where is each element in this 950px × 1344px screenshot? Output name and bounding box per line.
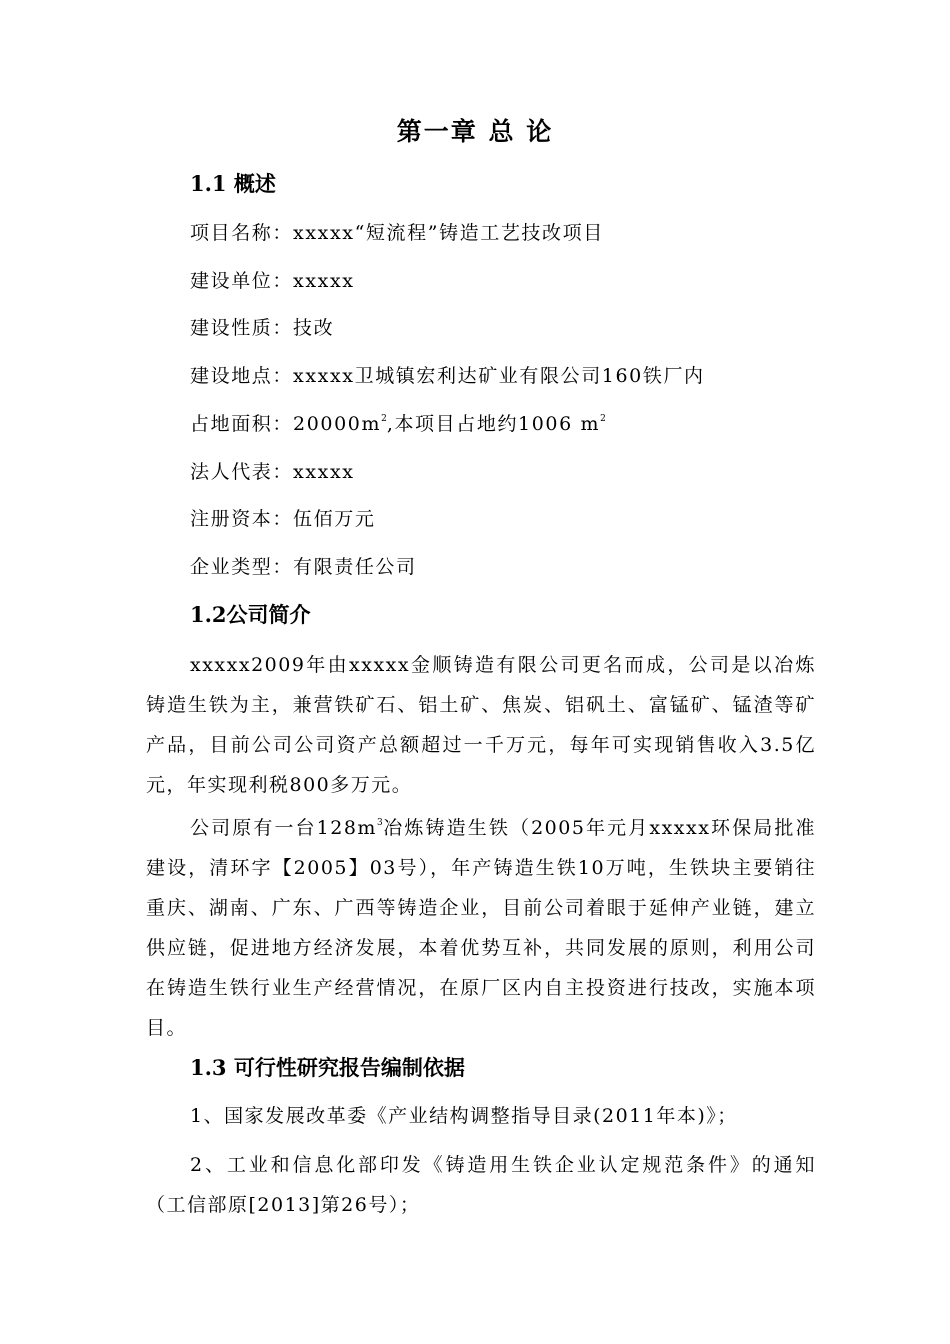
paragraph-text: 公司原有一台128m [190,817,377,839]
field-land-area [190,408,606,440]
section-heading-1-3: 1.3 可行性研究报告编制依据 [190,1055,465,1080]
company-intro-paragraph-1: xxxxx2009年由xxxxx金顺铸造有限公司更名而成，公司是以冶炼铸造生铁为主，兼营铁矿石、铝土矿、焦炭、铝矾土、富锰矿、锰渣等矿产品，目前公司公司资产总额超过一千万元，每年可实现销售收入3.5亿元，年实现利税800多万元。 [146,654,816,796]
chapter-title: 第一章 总 论 [396,117,554,146]
paragraph-text: 冶炼铸造生铁（2005年元月xxxxx环保局批准建设，清环字【2005】03号），年产铸造生铁10万吨，生铁块主要销往重庆、湖南、广东、广西等铸造企业，目前公司着眼于延伸产业链，建立供应链，促进地方经济发展，本着优势互补，共同发展的原则，利用公司在铸造生铁行业生产经营情况，在原厂区内自主投资进行技改，实施本项目。 [146,817,816,1039]
superscript: 2 [381,414,387,424]
field-value: xxxxx卫城镇宏利达矿业有限公司160铁厂内 [293,365,705,387]
field-registered-capital [190,503,375,535]
field-company-type [190,551,417,583]
field-construction-nature [190,312,334,344]
field-label: 注册资本： [190,508,294,530]
field-label: 建设地点： [190,365,294,387]
section-heading-1-1: 1.1 概述 [190,171,276,196]
field-value-b: ,本项目占地约1006 m [386,413,601,435]
section-heading-1-2: 1.2公司简介 [190,602,311,627]
superscript: 3 [376,818,383,828]
field-value-a: 20000m [293,413,382,435]
field-legal-representative [190,456,355,488]
field-project-name [190,217,604,249]
field-value: xxxxx“短流程”铸造工艺技改项目 [293,222,604,244]
field-label: 法人代表： [190,461,294,483]
field-value: xxxxx [293,270,355,292]
field-value: 伍佰万元 [293,508,376,530]
field-label: 企业类型： [190,556,294,578]
field-value: 有限责任公司 [293,556,417,578]
basis-item-1: 1、国家发展改革委《产业结构调整指导目录(2011年本)》； [190,1105,738,1127]
field-construction-site [190,360,705,392]
field-label: 建设单位： [190,270,294,292]
field-label: 项目名称： [190,222,294,244]
field-label: 建设性质： [190,317,294,339]
superscript: 2 [600,414,606,424]
field-label: 占地面积： [190,413,294,435]
company-intro-paragraph-2 [146,808,816,1048]
field-value: 技改 [293,317,335,339]
field-value: xxxxx [293,461,355,483]
basis-item-2: 2、工业和信息化部印发《铸造用生铁企业认定规范条件》的通知（工信部原[2013]第26号）； [146,1154,816,1216]
field-construction-unit [190,265,355,297]
